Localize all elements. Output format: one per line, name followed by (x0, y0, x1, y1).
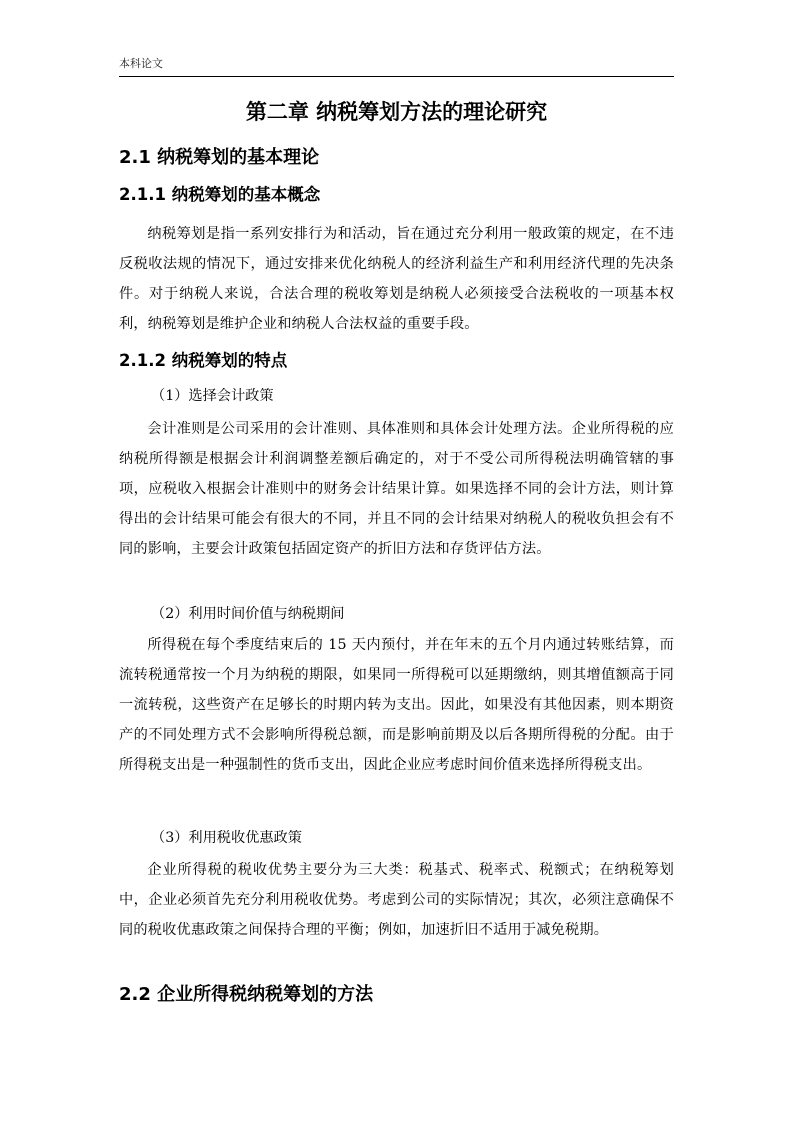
section-heading-2-1-2: 2.1.2 纳税筹划的特点 (119, 351, 288, 370)
paragraph-time-value: 所得税在每个季度结束后的 15 天内预付，并在年末的五个月内通过转账结算，而流转税通常按一个月为纳税的期限，如果同一所得税可以延期缴纳，则其增值额高于同一流转税，这些资产在足够长的时期内转为支出。因此，如果没有其他因素，则本期资产的不同处理方式不会影响所得税总额，而是影响前期及以后各期所得税的分配。由于所得税支出是一种强制性的货币支出，因此企业应考虑时间价值来选择所得税支出。 (119, 637, 674, 773)
subheading-time-value: （2）利用时间价值与纳税期间 (151, 606, 345, 622)
section-heading-2-2: 2.2 企业所得税纳税筹划的方法 (119, 984, 374, 1005)
paragraph-tax-incentives: 企业所得税的税收优势主要分为三大类：税基式、税率式、税额式；在纳税筹划中，企业必须首先充分利用税收优势。考虑到公司的实际情况；其次，必须注意确保不同的税收优惠政策之间保持合理的平衡；例如，加速折旧不适用于减免税期。 (119, 862, 674, 938)
paragraph-concept: 纳税筹划是指一系列安排行为和活动，旨在通过充分利用一般政策的规定，在不违反税收法规的情况下，通过安排来优化纳税人的经济利益生产和利用经济代理的先决条件。对于纳税人来说，合法合理的税收筹划是纳税人必须接受合法税收的一项基本权利，纳税筹划是维护企业和纳税人合法权益的重要手段。 (119, 226, 674, 332)
subheading-accounting-policy: （1）选择会计政策 (151, 388, 274, 404)
section-heading-2-1-1: 2.1.1 纳税筹划的基本概念 (119, 185, 321, 204)
chapter-title: 第二章 纳税筹划方法的理论研究 (245, 100, 548, 124)
paragraph-accounting-policy: 会计准则是公司采用的会计准则、具体准则和具体会计处理方法。企业所得税的应纳税所得额是根据会计利润调整差额后确定的，对于不受公司所得税法明确管辖的事项，应税收入根据会计准则中的财务会计结果计算。如果选择不同的会计方法，则计算得出的会计结果可能会有很大的不同，并且不同的会计结果对纳税人的税收负担会有不同的影响，主要会计政策包括固定资产的折旧方法和存货评估方法。 (119, 421, 674, 557)
header-divider (119, 76, 674, 77)
page-header: 本科论文 (119, 57, 163, 70)
subheading-tax-incentives: （3）利用税收优惠政策 (151, 830, 302, 846)
section-heading-2-1: 2.1 纳税筹划的基本理论 (119, 147, 320, 168)
